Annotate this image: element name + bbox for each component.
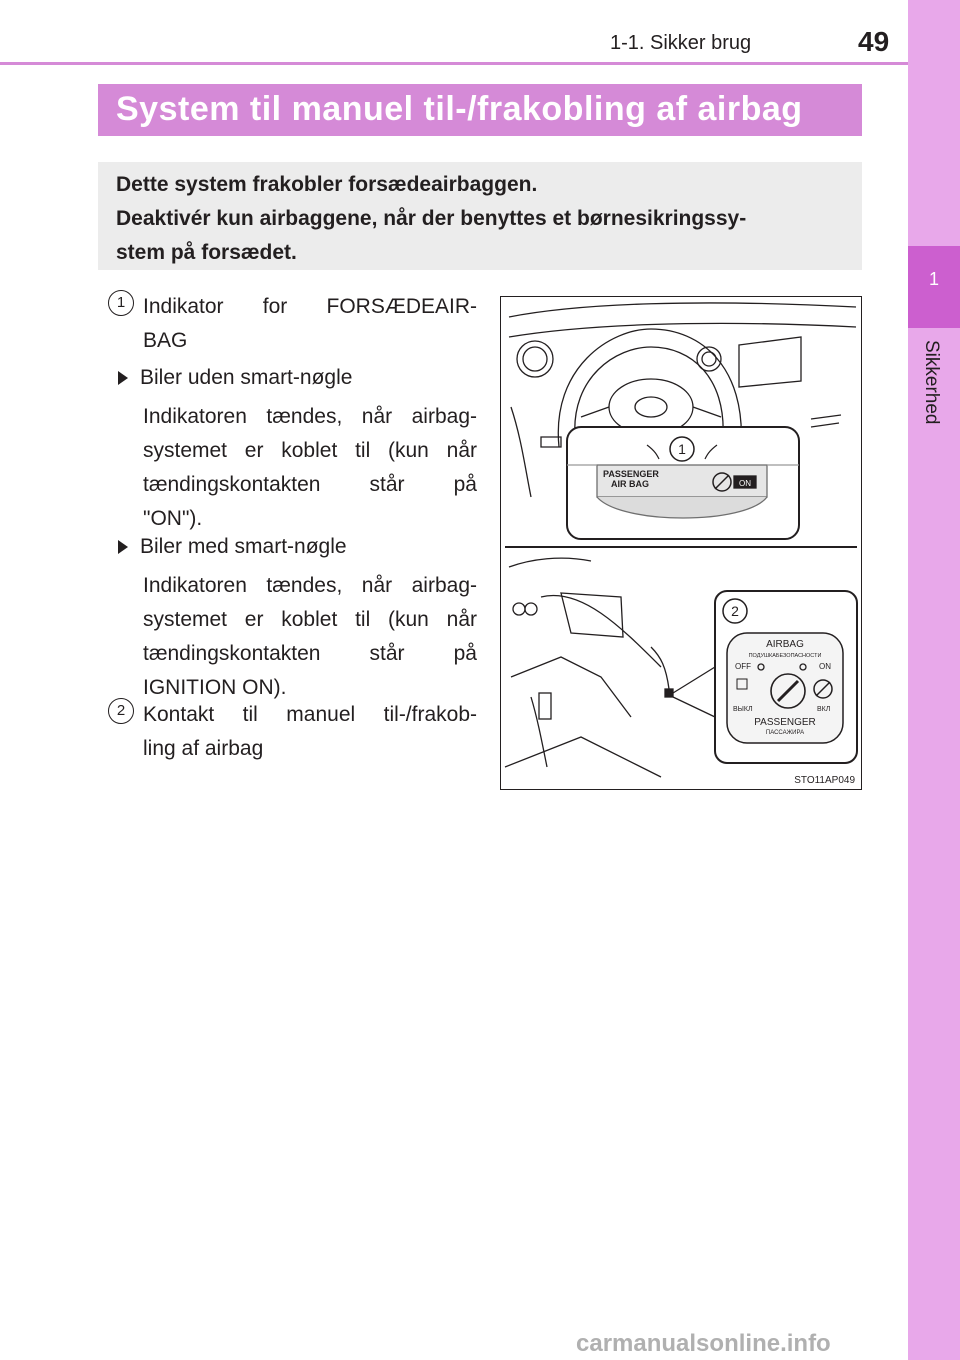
figure-code: STO11AP049	[794, 775, 855, 786]
item-line: ling af airbag	[143, 737, 264, 760]
sub-line: systemet er koblet til (kun når	[143, 608, 477, 631]
switch-label: ПАССАЖИРА	[765, 730, 805, 736]
sub-heading	[118, 361, 352, 395]
intro-line: Dette system frakobler forsædeairbaggen.	[116, 173, 538, 196]
intro-box	[98, 162, 862, 270]
arrow-icon	[118, 540, 128, 554]
chapter-number: 1	[908, 246, 960, 328]
item-line: Indikator for FORSÆDEAIR-	[143, 295, 477, 318]
item-marker: 2	[108, 698, 134, 724]
callout-1-label: 1	[678, 441, 686, 457]
item-text	[143, 698, 477, 766]
sub-heading-label: Biler uden smart-nøgle	[140, 366, 353, 389]
item-line: Kontakt til manuel til-/frakob-	[143, 703, 477, 726]
intro-line: Deaktivér kun airbaggene, når der benyttes et børnesikringssy-	[116, 207, 747, 230]
item-line: BAG	[143, 329, 188, 352]
page-number: 49	[858, 26, 890, 57]
sub-line: Indikatoren tændes, når airbag-	[143, 405, 477, 428]
sub-heading-label: Biler med smart-nøgle	[140, 535, 347, 558]
sub-line: systemet er koblet til (kun når	[143, 439, 477, 462]
switch-label: PASSENGER	[754, 717, 816, 728]
sub-heading	[118, 530, 347, 564]
item-marker: 1	[108, 290, 134, 316]
sub-line: Indikatoren tændes, når airbag-	[143, 574, 477, 597]
switch-label: ПОДУШКАБЕЗОПАСНОСТИ	[748, 653, 822, 659]
sub-line: tændingskontakten står på	[143, 642, 477, 665]
switch-label: AIRBAG	[766, 639, 804, 650]
sub-line: IGNITION ON).	[143, 676, 287, 699]
callout-2-label: 2	[731, 603, 739, 619]
chapter-label: Sikkerhed	[921, 340, 942, 425]
sub-text	[143, 569, 477, 705]
sub-text	[143, 400, 477, 536]
airbag-figure	[500, 296, 862, 790]
section-title: 1-1. Sikker brug	[610, 32, 752, 54]
indicator-label: AIR BAG	[611, 479, 649, 489]
indicator-label: PASSENGER	[603, 469, 659, 479]
arrow-icon	[118, 371, 128, 385]
intro-line: stem på forsædet.	[116, 241, 297, 264]
switch-on-ru-label: ВКЛ	[817, 706, 831, 713]
page-title: System til manuel til-/frakobling af airbag	[98, 84, 862, 136]
indicator-on-label: ON	[739, 479, 751, 488]
sub-line: "ON").	[143, 507, 203, 530]
switch-on-label: ON	[819, 662, 831, 671]
sub-line: tændingskontakten står på	[143, 473, 477, 496]
switch-off-ru-label: ВЫКЛ	[733, 706, 753, 713]
chapter-side-tab[interactable]	[908, 0, 960, 1360]
figure-illustration	[501, 297, 861, 789]
switch-off-label: OFF	[735, 662, 751, 671]
watermark: carmanualsonline.info	[576, 1330, 831, 1357]
item-text	[143, 290, 477, 358]
header-rule	[0, 62, 908, 65]
